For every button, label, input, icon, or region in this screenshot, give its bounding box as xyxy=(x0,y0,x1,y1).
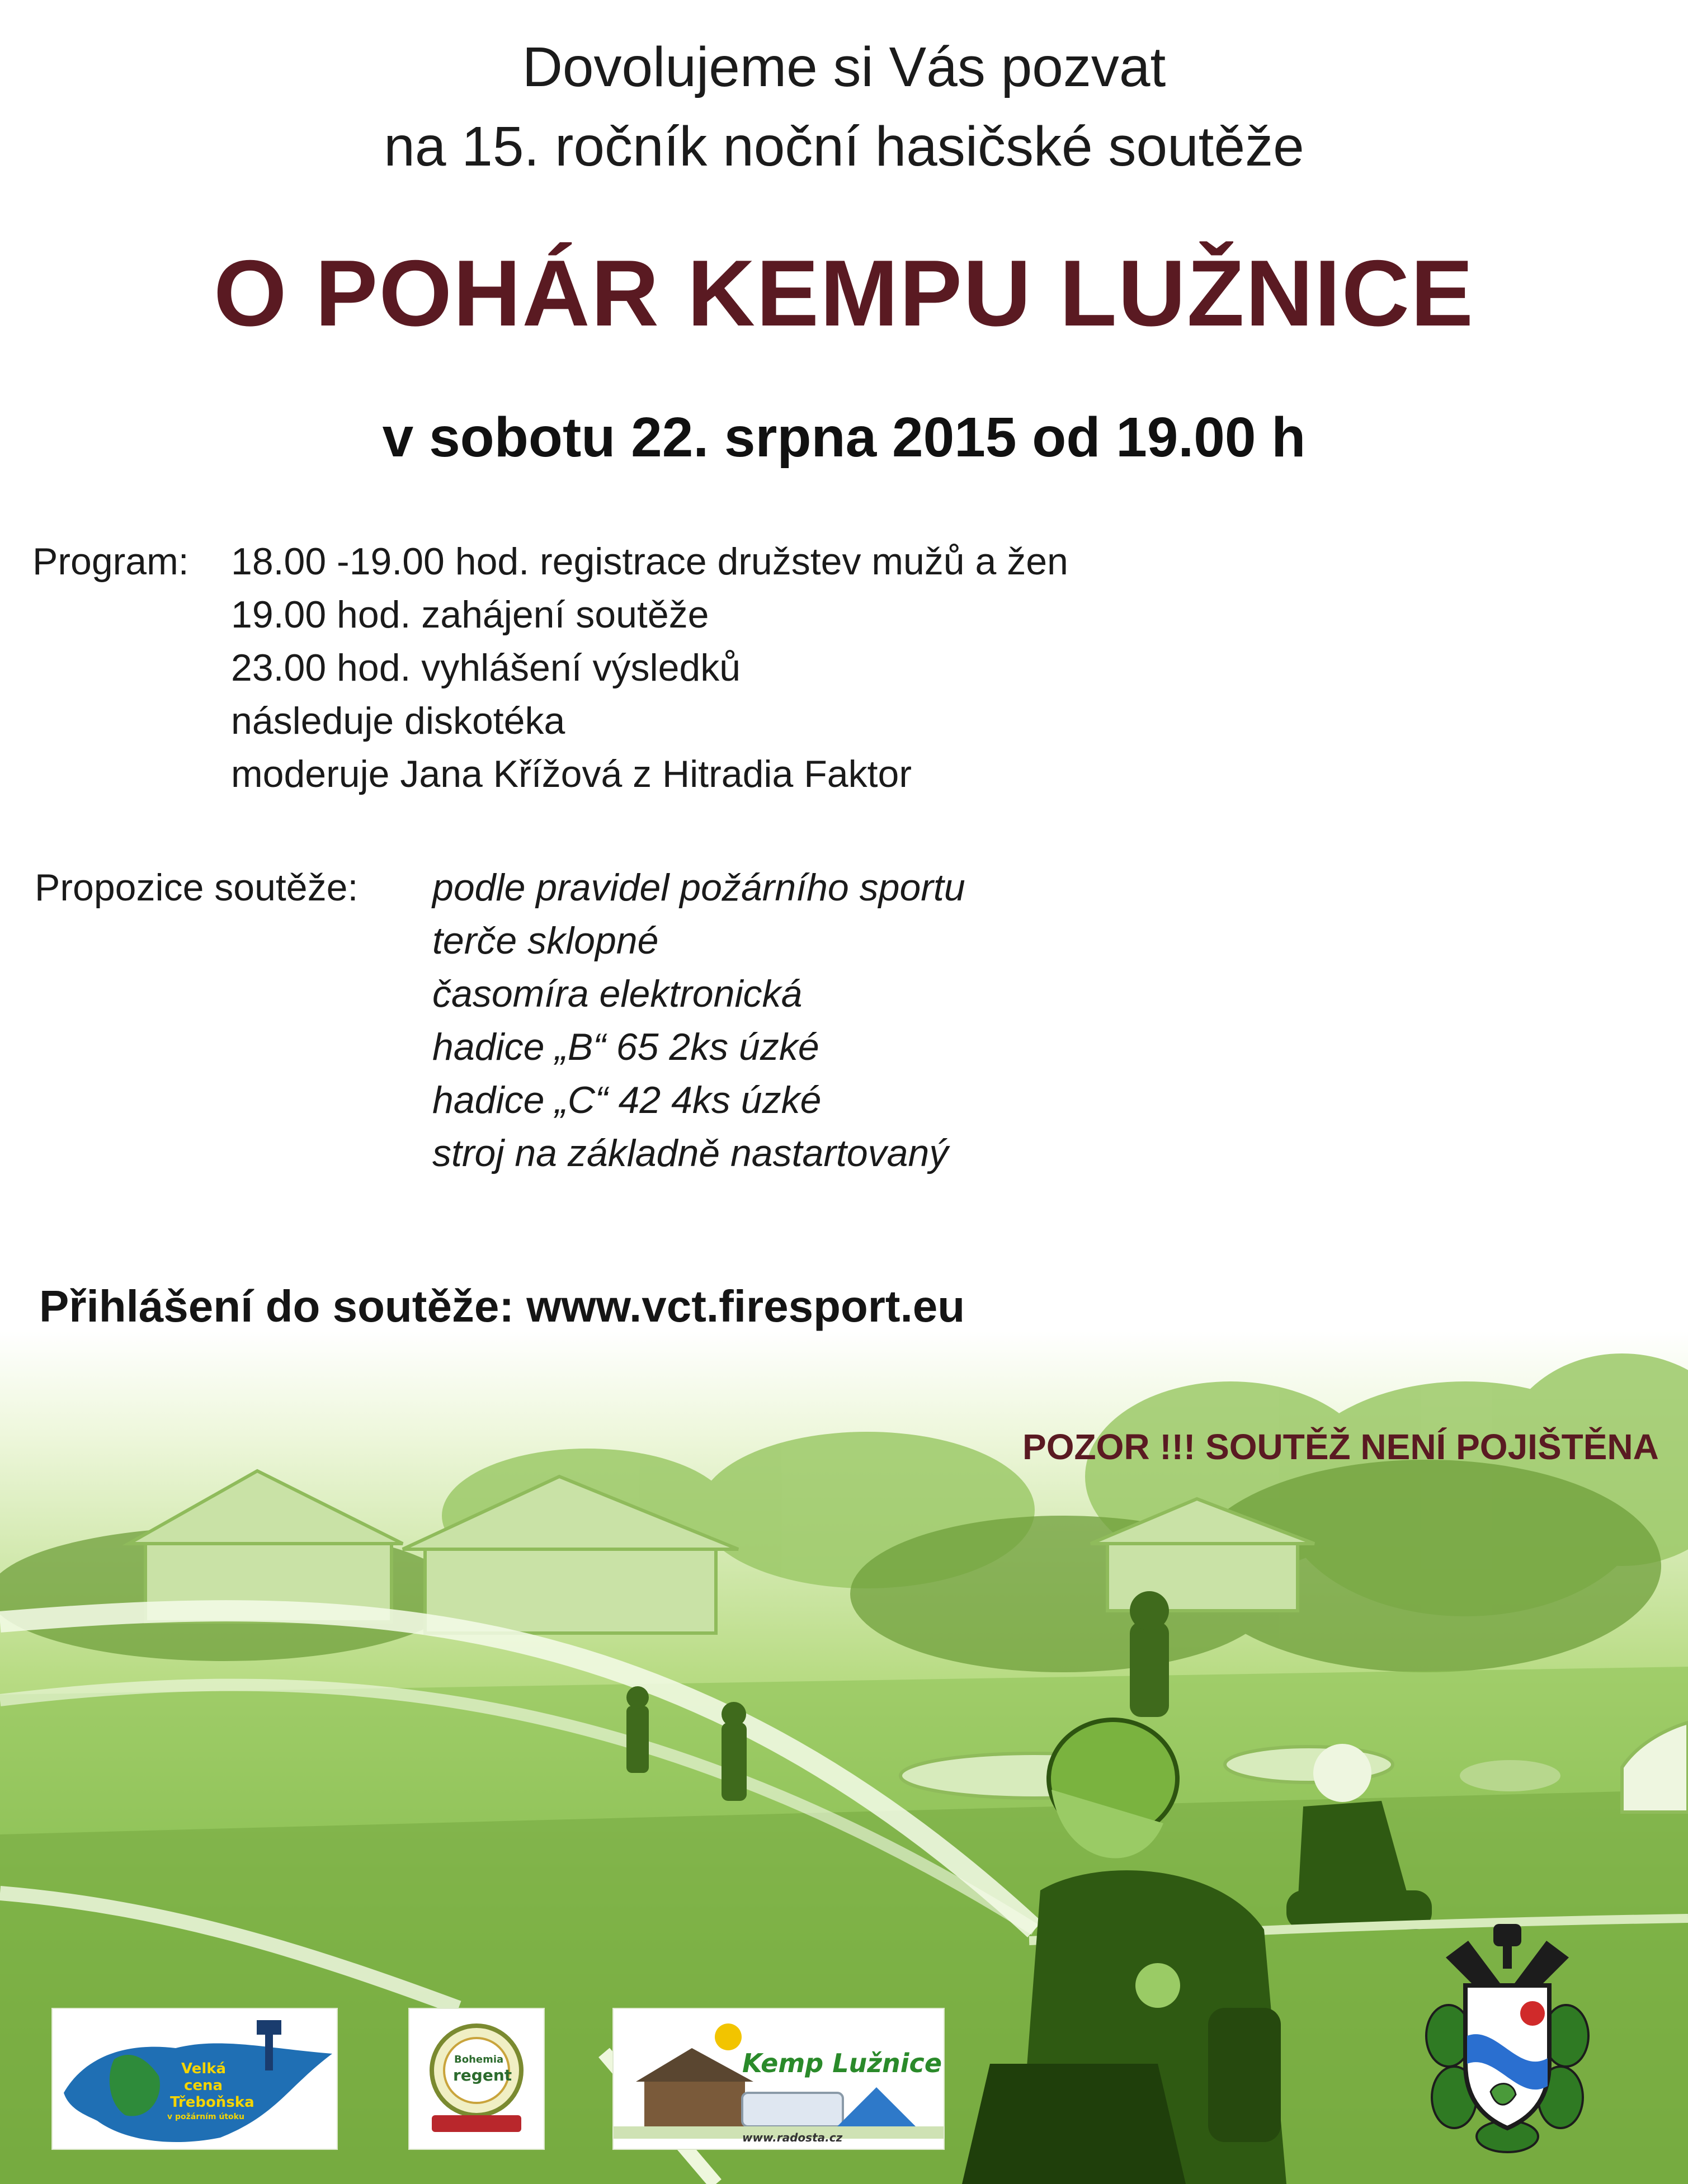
propozice-item: hadice „C“ 42 4ks úzké xyxy=(432,1079,822,1121)
propozice-item: terče sklopné xyxy=(432,919,659,962)
event-title: O POHÁR KEMPU LUŽNICE xyxy=(213,240,1475,346)
program-item: 23.00 hod. vyhlášení výsledků xyxy=(231,647,741,689)
vct-logo xyxy=(51,2008,338,2150)
vct-logo-text-2: cena xyxy=(184,2077,223,2094)
propozice-label: Propozice soutěže: xyxy=(35,866,359,909)
regent-logo-text-2: regent xyxy=(453,2066,512,2084)
invitation-line-2: na 15. ročník noční hasičské soutěže xyxy=(384,115,1304,178)
program-item: moderuje Jana Křížová z Hitradia Faktor xyxy=(231,753,912,795)
program-label: Program: xyxy=(32,540,189,583)
kemp-logo-name: Kemp Lužnice xyxy=(742,2048,942,2078)
propozice-item: podle pravidel požárního sportu xyxy=(432,866,965,909)
program-item: následuje diskotéka xyxy=(231,700,565,742)
vct-logo-text-3: Třeboňska xyxy=(170,2094,254,2111)
propozice-item: hadice „B“ 65 2ks úzké xyxy=(432,1026,819,1068)
kemp-luznice-logo xyxy=(612,2008,945,2150)
event-date: v sobotu 22. srpna 2015 od 19.00 h xyxy=(382,406,1306,469)
vct-logo-text-1: Velká xyxy=(181,2060,227,2077)
propozice-item: stroj na základně nastartovaný xyxy=(432,1132,949,1174)
propozice-list xyxy=(432,866,965,1185)
kemp-logo-url: www.radosta.cz xyxy=(742,2131,843,2144)
program-list xyxy=(231,540,1068,805)
propozice-item: časomíra elektronická xyxy=(432,973,803,1015)
regent-logo xyxy=(408,2008,545,2150)
program-item: 19.00 hod. zahájení soutěže xyxy=(231,593,709,636)
regent-logo-text-1: Bohemia xyxy=(454,2054,504,2065)
insurance-warning: POZOR !!! SOUTĚŽ NENÍ POJIŠTĚNA xyxy=(1022,1427,1659,1467)
registration-line: Přihlášení do soutěže: www.vct.firesport.eu xyxy=(39,1281,965,1331)
invitation-line-1: Dovolujeme si Vás pozvat xyxy=(522,36,1166,98)
coat-of-arms xyxy=(1423,1924,1591,2153)
program-item: 18.00 -19.00 hod. registrace družstev mužů a žen xyxy=(231,540,1068,583)
vct-logo-text-4: v požárním útoku xyxy=(167,2112,244,2121)
